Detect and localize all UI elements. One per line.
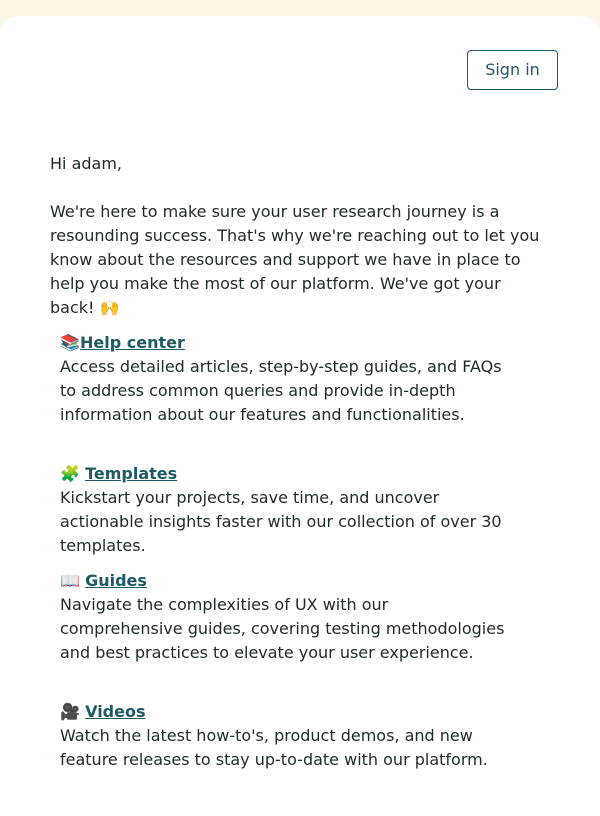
resource-guides [60, 569, 505, 665]
resource-title [60, 700, 520, 724]
resource-title [60, 331, 510, 355]
resource-description: Kickstart your projects, save time, and uncover actionable insights faster with our collection of over 30 templates. [60, 488, 502, 555]
resource-title [60, 462, 510, 486]
resource-videos [60, 700, 520, 772]
help-center-link[interactable]: Help center [80, 333, 185, 352]
resource-description: Navigate the complexities of UX with our comprehensive guides, covering testing methodologies and best practices to elevate your user experience. [60, 595, 505, 662]
resource-help-center [60, 331, 510, 427]
email-body [50, 152, 550, 320]
resource-description: Access detailed articles, step-by-step guides, and FAQs to address common queries and provide in-depth information about our features and functionalities. [60, 357, 502, 424]
resource-templates [60, 462, 510, 558]
open-book-icon: 📖 [60, 571, 80, 590]
guides-link[interactable]: Guides [85, 571, 147, 590]
videos-link[interactable]: Videos [85, 702, 146, 721]
puzzle-icon: 🧩 [60, 464, 80, 483]
intro-paragraph: We're here to make sure your user research journey is a resounding success. That's why we're reaching out to let you know about the resources and support we have in place to help you make the most of our platform. We've got your back! 🙌 [50, 202, 540, 317]
sign-in-button[interactable]: Sign in [467, 50, 558, 90]
greeting: Hi adam, [50, 154, 122, 173]
video-camera-icon: 🎥 [60, 702, 80, 721]
resource-description: Watch the latest how-to's, product demos, and new feature releases to stay up-to-date with our platform. [60, 726, 488, 769]
templates-link[interactable]: Templates [85, 464, 178, 483]
books-icon: 📚 [60, 333, 80, 352]
resource-title [60, 569, 505, 593]
